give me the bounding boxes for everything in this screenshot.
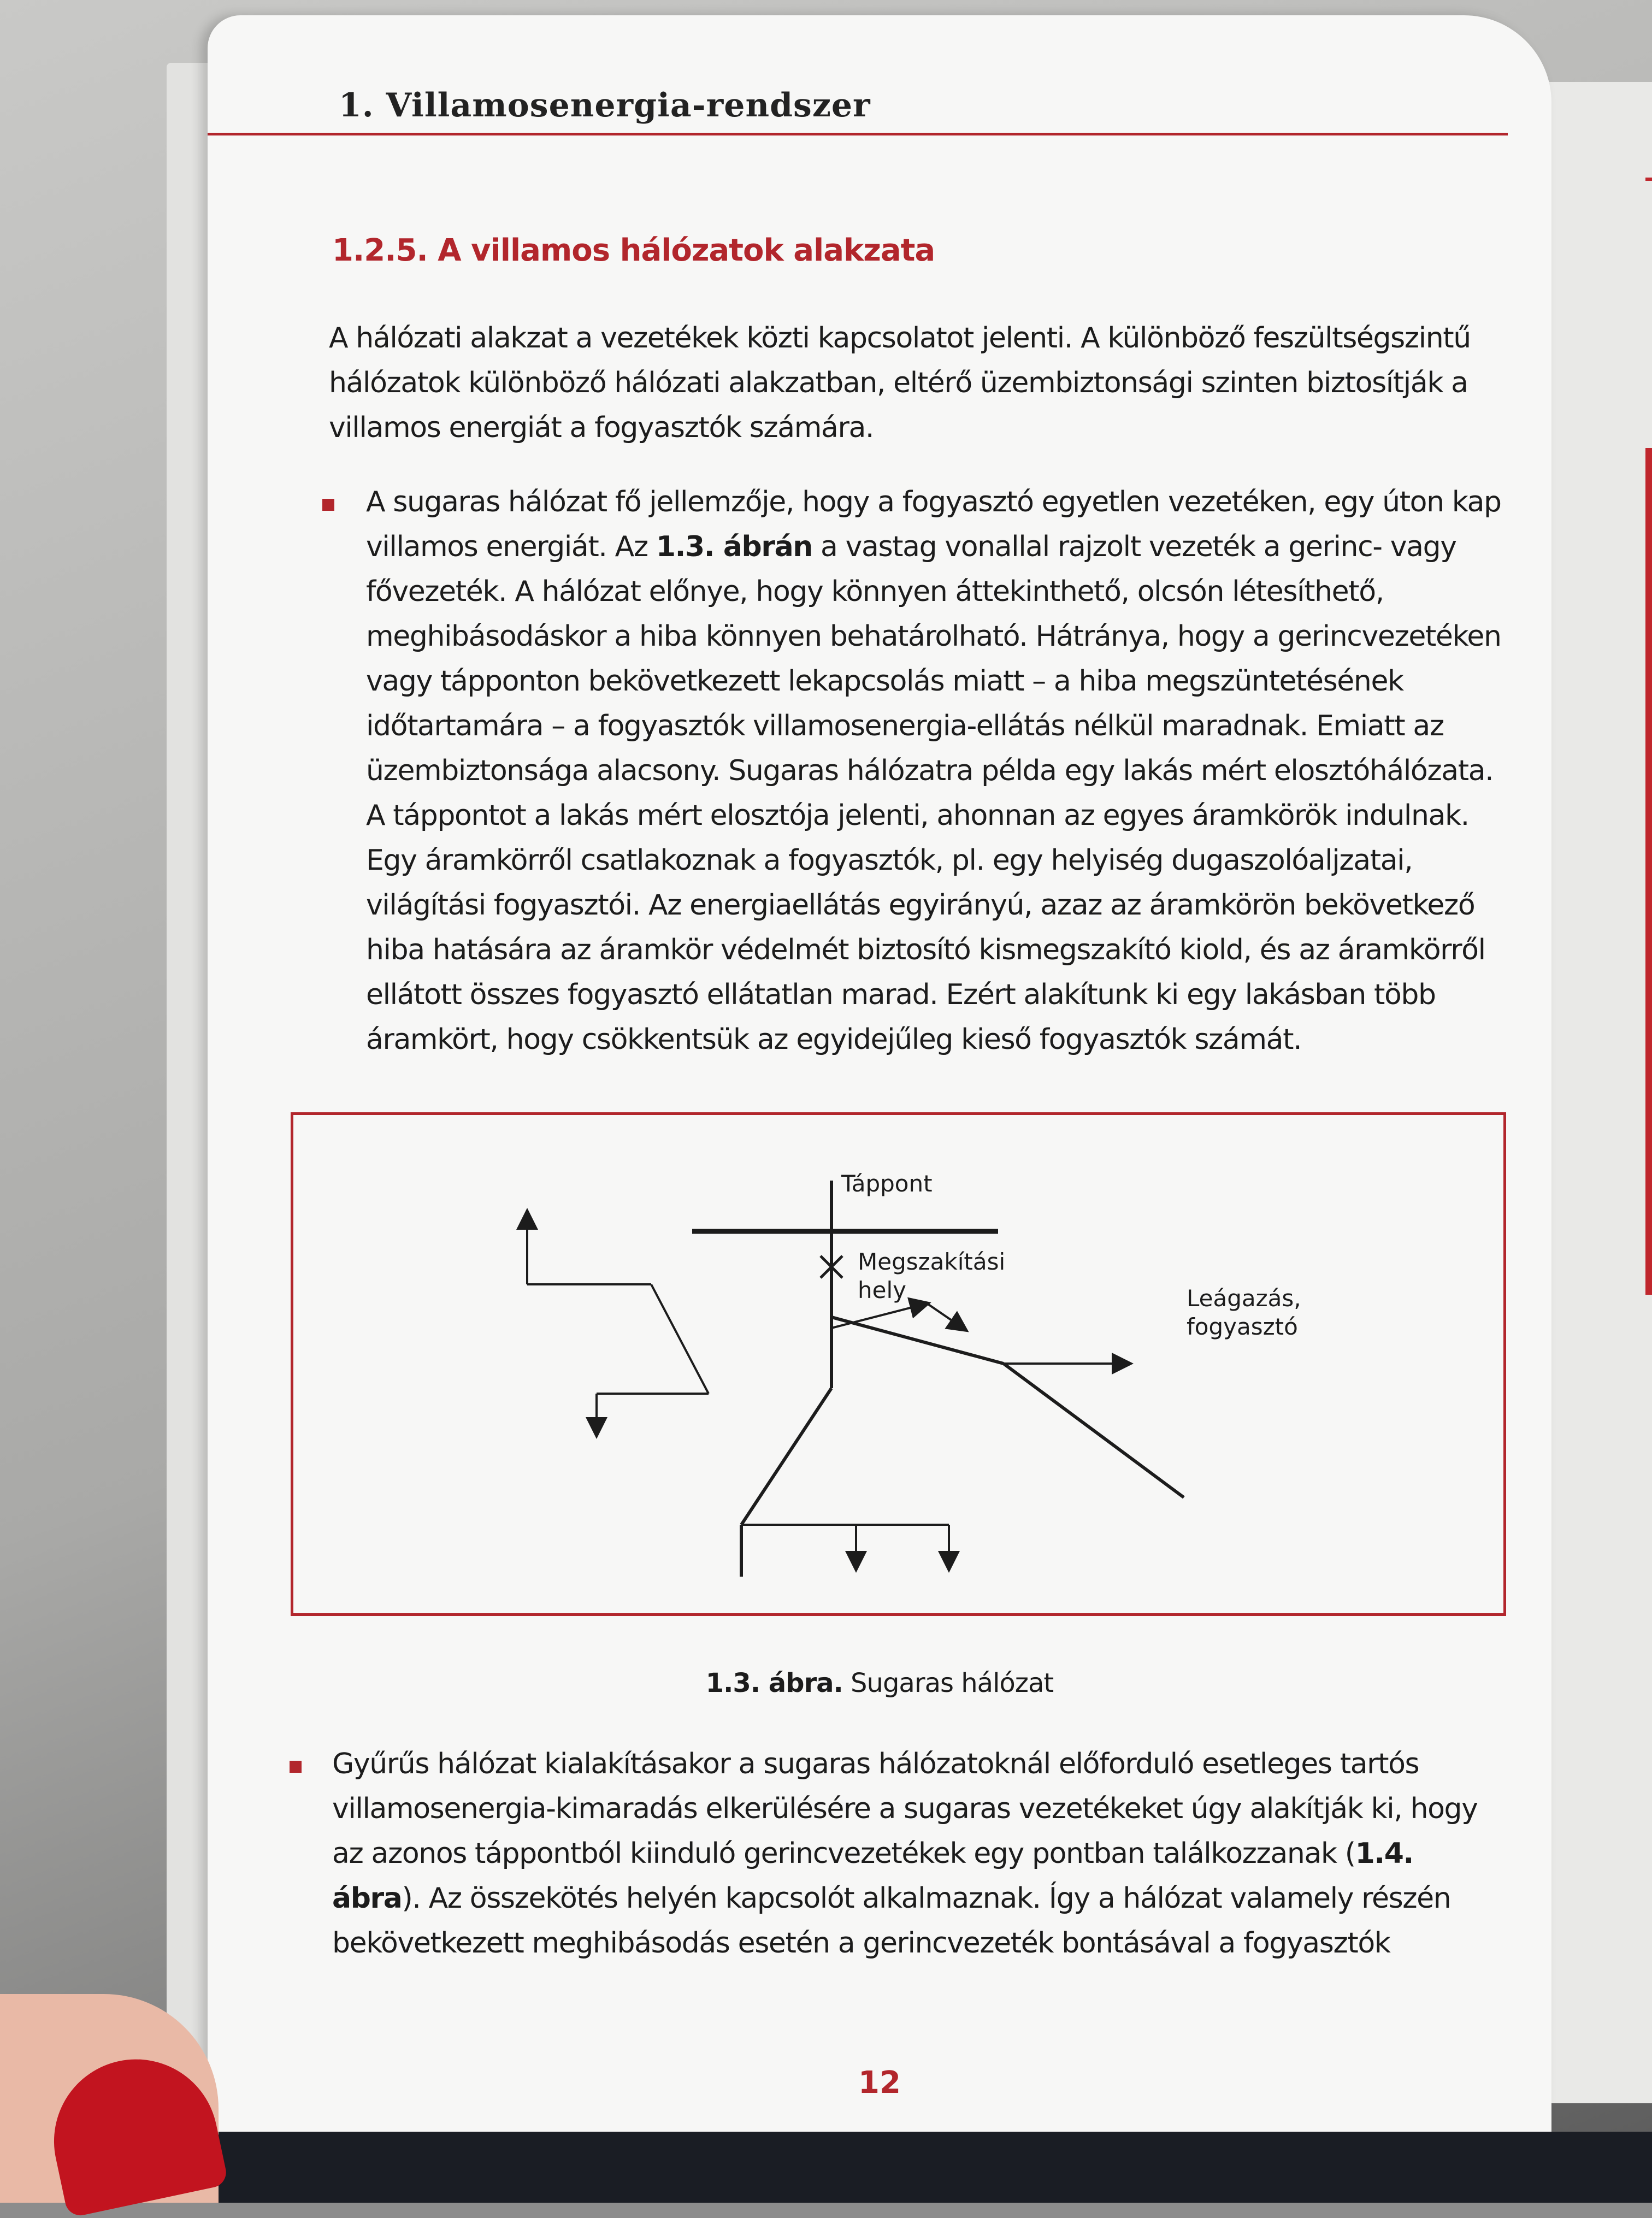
figure-reference: 1.3. ábrán xyxy=(656,530,812,563)
figure-caption xyxy=(208,1668,1551,1698)
book-page xyxy=(208,15,1551,2146)
ring-text-before: Gyűrűs hálózat kialakításakor a sugaras hálózatoknál előforduló esetleges tartós villamosenergia-kimaradás elkerülésére a sugaras vezetékeket úgy alakítják ki, hogy az azonos táppontból kiinduló gerincvezetékek egy pontban találkozzanak ( xyxy=(332,1748,1478,1870)
figure-frame xyxy=(291,1112,1506,1616)
facing-page-edge xyxy=(1546,82,1652,2103)
desk-dark-strip xyxy=(0,2132,1652,2203)
label-branch-line1: Leágazás, xyxy=(1187,1285,1301,1312)
ring-network-paragraph xyxy=(332,1742,1507,1966)
label-breaker-line1: Megszakítási xyxy=(858,1248,1006,1275)
radial-network-paragraph xyxy=(366,480,1508,1062)
bullet-marker xyxy=(290,1761,302,1773)
figure-reference: 1.4. ábra xyxy=(332,1837,1413,1915)
label-feed-point: Táppont xyxy=(841,1170,933,1197)
page-number: 12 xyxy=(858,2065,901,2101)
intro-paragraph: A hálózati alakzat a vezetékek közti kapcsolatot jelenti. A különböző feszültségszintű hálózatok különböző hálózati alakzatban, eltérő üzembiztonsági szinten biztosítják a villamos energiát a fogyasztók számára. xyxy=(329,322,1471,444)
label-breaker-line2: hely xyxy=(858,1277,906,1303)
ring-text-after: ). Az összekötés helyén kapcsolót alkalmaznak. Így a hálózat valamely részén bekövetkezett meghibásodás esetén a gerincvezeték bontásával a fogyasztók xyxy=(332,1882,1451,1960)
section-title: 1.2.5. A villamos hálózatok alakzata xyxy=(332,233,935,268)
header-rule xyxy=(208,133,1508,135)
radial-network-diagram xyxy=(293,1115,1509,1619)
trunk-lines xyxy=(741,1181,1184,1577)
facing-page-rule xyxy=(1645,178,1652,181)
radial-text-after: a vastag vonallal rajzolt vezeték a gerinc- vagy fővezeték. A hálózat előnye, hogy könnyen áttekinthető, olcsón létesíthető, meghibásodáskor a hiba könnyen behatárolható. Hátránya, hogy a gerincvezetéken vagy tápponton bekövetkezett lekapcsolás miatt – a hiba megszüntetésének időtartamára – a fogyasztók villamosenergia-ellátás nélkül maradnak. Emiatt az üzembiztonsága alacsony. Sugaras hálózatra példa egy lakás mért elosztóhálózata. A táppontot a lakás mért elosztója jelenti, ahonnan az egyes áramkörök indulnak. Egy áramkörről csatlakoznak a fogyasztók, pl. egy helyiség dugaszolóaljzatai, világítási fogyasztói. Az energiaellátás egyirányú, azaz az áramkörön bekövetkező hiba hatására az áramkör védelmét biztosító kismegszakító kiold, és az áramkörről ellátott összes fogyasztó ellátatlan marad. Ezért alakítunk ki egy lakásban több áramkört, hogy csökkentsük az egyidejűleg kieső fogyasztók számát. xyxy=(366,530,1501,1056)
caption-text: Sugaras hálózat xyxy=(842,1668,1054,1698)
radial-text-before: A sugaras hálózat fő jellemzője, hogy a fogyasztó egyetlen vezetéken, egy úton kap villamos energiát. Az xyxy=(366,486,1501,563)
bullet-marker xyxy=(322,499,334,511)
running-head: 1. Villamosenergia-rendszer xyxy=(339,86,871,125)
facing-page-figure-border xyxy=(1645,448,1652,1295)
caption-label: 1.3. ábra. xyxy=(705,1668,843,1698)
label-branch-line2: fogyasztó xyxy=(1187,1313,1298,1340)
